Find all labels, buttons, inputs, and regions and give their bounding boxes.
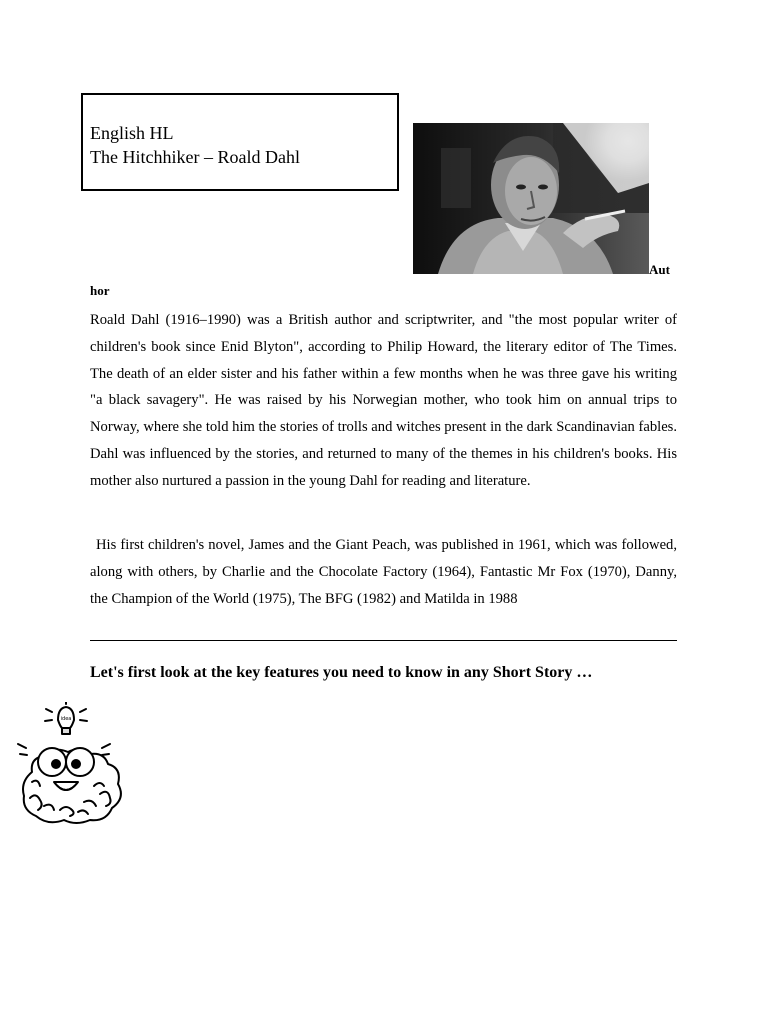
author-label-part2: hor — [90, 283, 110, 298]
novels-paragraph: His first children's novel, James and the Giant Peach, was published in 1961, which was followed, along with others, by Charlie and the Chocolate Factory (1964), Fantastic Mr Fox (1970), Danny, the Champion of the World (1975), The BFG (1982) and Matilda in 1988 — [90, 537, 677, 607]
story-title: The Hitchhiker – Roald Dahl — [90, 147, 300, 167]
key-features-heading: Let's first look at the key features you need to know in any Short Story … — [90, 664, 593, 681]
horizontal-rule — [90, 640, 677, 641]
brain-lightbulb-icon — [14, 702, 136, 828]
author-label-part1: Aut — [649, 262, 670, 277]
subject-title: English HL — [90, 123, 174, 143]
author-photo — [413, 123, 649, 274]
title-box — [81, 93, 399, 191]
bulb-text: idea — [60, 716, 72, 722]
biography-paragraph: Roald Dahl (1916–1990) was a British author and scriptwriter, and "the most popular writer of children's book since Enid Blyton", according to Philip Howard, the literary editor of The Times. The death of an elder sister and his father within a few months when he was three gave his writing "a black savagery". He was raised by his Norwegian mother, who took him on annual trips to Norway, where she told him the stories of trolls and witches present in the dark Scandinavian fables. Dahl was influenced by the stories, and returned to many of the themes in his children's books. His mother also nurtured a passion in the young Dahl for reading and literature. — [90, 312, 677, 489]
